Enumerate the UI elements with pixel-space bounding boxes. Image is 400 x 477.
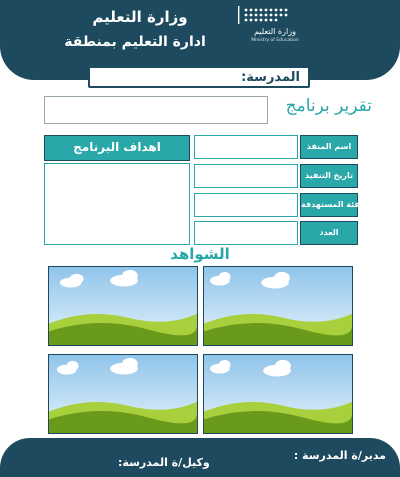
region-title: ادارة التعليم بمنطقة: [64, 34, 206, 50]
landscape-icon: [204, 355, 352, 433]
landscape-icon: [49, 355, 197, 433]
ministry-title: وزارة التعليم: [92, 8, 188, 26]
execution-date-field[interactable]: [194, 164, 298, 188]
image-placeholder-3[interactable]: [48, 354, 198, 434]
deputy-signature-label: وكيل/ة المدرسة:: [118, 456, 210, 469]
school-label: المدرسة:: [241, 70, 300, 85]
school-field[interactable]: [88, 66, 310, 88]
program-goals-header: اهداف البرنامج: [44, 135, 190, 161]
target-group-label: الفئة المستهدفة: [300, 193, 358, 217]
logo-english-text: Ministry of Education: [251, 38, 299, 43]
target-group-field[interactable]: [194, 193, 298, 217]
execution-date-label: تاريخ التنفيذ: [300, 164, 358, 188]
report-title: تقرير برنامج: [285, 96, 372, 116]
image-placeholder-1[interactable]: [48, 266, 198, 346]
logo-arabic-text: وزارة التعليم: [254, 27, 296, 36]
count-field[interactable]: [194, 221, 298, 245]
principal-signature-label: مدير/ة المدرسة :: [293, 449, 386, 462]
program-goals-field[interactable]: [44, 163, 190, 245]
program-name-field[interactable]: [44, 96, 268, 124]
image-placeholder-2[interactable]: [203, 266, 353, 346]
executor-name-label: اسم المنفذ: [300, 135, 358, 159]
image-placeholder-4[interactable]: [203, 354, 353, 434]
landscape-icon: [49, 267, 197, 345]
executor-name-field[interactable]: [194, 135, 298, 159]
landscape-icon: [204, 267, 352, 345]
count-label: العدد: [300, 221, 358, 245]
evidence-title: الشواهد: [170, 245, 230, 263]
